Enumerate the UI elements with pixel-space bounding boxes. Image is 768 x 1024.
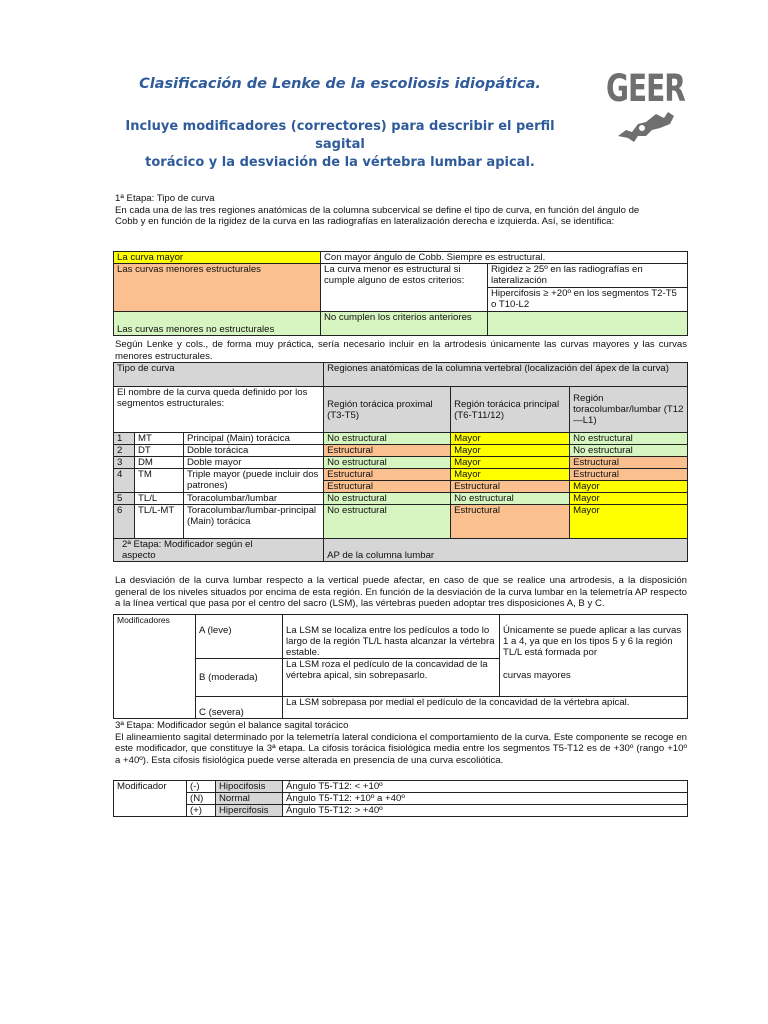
row-normal-sign: (N): [187, 793, 216, 805]
grade-c-desc: La LSM sobrepasa por medial el pedículo de la concavidad de la vértebra apical.: [283, 697, 688, 719]
row6-c2: Estructural: [451, 505, 570, 539]
row-hyper-name: Hipercifosis: [216, 805, 283, 817]
minor-struct-label: Las curvas menores estructurales: [114, 264, 321, 312]
row2-c3: No estructural: [570, 445, 688, 457]
row3-name: Doble mayor: [184, 457, 324, 469]
modifier-note-major: curvas mayores: [503, 670, 571, 681]
stage2-heading: [114, 539, 324, 562]
stage2-heading-2: aspecto: [122, 550, 156, 561]
grade-a-desc: La LSM se localiza entre los pedículos a todo lo largo de la región TL/L hasta alcanzar la vértebra estable.: [283, 615, 500, 659]
row4-c3b: Mayor: [570, 481, 688, 493]
row-hyper-sign: (+): [187, 805, 216, 817]
row-hypo-sign: (-): [187, 781, 216, 793]
header-region-toracolumbar: Región toracolumbar/lumbar (T12—L1): [570, 387, 688, 433]
row4-c1: Estructural: [324, 469, 451, 481]
stage1-intro-1: En cada una de las tres regiones anatómicas de la columna subcervical se define el tipo de curva, en función del ángulo de: [115, 204, 640, 216]
minor-nonstruct-empty: [488, 312, 688, 336]
row1-number: 1: [114, 433, 135, 445]
criterion-hyperkyphosis: Hipercifosis ≥ +20º en los segmentos T2-T5 o T10-L2: [488, 288, 688, 312]
logo-text: GEER: [606, 66, 685, 111]
subtitle-line-2: torácico y la desviación de la vértebra lumbar apical.: [145, 155, 535, 170]
row5-code: TL/L: [135, 493, 184, 505]
row4-code: TM: [135, 469, 184, 493]
header-defined: El nombre de la curva queda definido por los segmentos estructurales:: [114, 387, 324, 433]
document-subtitle: [110, 118, 570, 172]
stage3-heading: 3ª Etapa: Modificador según el balance sagital torácico: [115, 720, 349, 731]
curve-type-table: [113, 362, 688, 562]
sagital-modifier-table: [113, 780, 688, 817]
row1-name: Principal (Main) torácica: [184, 433, 324, 445]
row6-c3: Mayor: [570, 505, 688, 539]
row4-c1b: Estructural: [324, 481, 451, 493]
row3-c2: Mayor: [451, 457, 570, 469]
row3-c1: No estructural: [324, 457, 451, 469]
row3-number: 3: [114, 457, 135, 469]
sagital-modifier-label: Modificador: [114, 781, 187, 817]
modifiers-label: Modificadores: [114, 615, 196, 719]
criterion-rigidity: Rigidez ≥ 25º en las radiografías en lateralización: [488, 264, 688, 288]
stage1-table: [113, 251, 688, 336]
row5-c3: Mayor: [570, 493, 688, 505]
geer-logo: [606, 66, 685, 146]
row2-name: Doble torácica: [184, 445, 324, 457]
modifier-note-text: Únicamente se puede aplicar a las curvas 1 a 4, ya que en los tipos 5 y 6 la región TL/L está formada por: [503, 625, 682, 658]
major-label: La curva mayor: [114, 252, 321, 264]
row4-name: Triple mayor (puede incluir dos patrones): [184, 469, 324, 493]
row2-number: 2: [114, 445, 135, 457]
stage3-description: El alineamiento sagital determinado por la telemetría lateral condiciona el comportamiento de la curva. Este componente se recoge en este modificador, que constituye la 3ª etapa. La cifosis torácica fisiológica media entre los segmentos T5-T12 es de +30º (rango +10º a +40º). Esta cifosis fisiológica puede verse alterada en presencia de una curva escoliótica.: [115, 731, 687, 766]
subtitle-line-1: Incluye modificadores (correctores) para describir el perfil sagital: [125, 119, 555, 152]
grade-b-desc: La LSM roza el pedículo de la concavidad de la vértebra apical, sin sobrepasarlo.: [283, 659, 500, 697]
row-hypo-range: Ángulo T5-T12: < +10º: [283, 781, 688, 793]
row6-name: Toracolumbar/lumbar-principal (Main) torácica: [184, 505, 324, 539]
row5-c2: No estructural: [451, 493, 570, 505]
row5-name: Toracolumbar/lumbar: [184, 493, 324, 505]
stage1-note: [115, 339, 687, 362]
stage2-ap: AP de la columna lumbar: [324, 539, 688, 562]
row1-code: MT: [135, 433, 184, 445]
row1-c1: No estructural: [324, 433, 451, 445]
row1-c2: Mayor: [451, 433, 570, 445]
row4-number: 4: [114, 469, 135, 493]
row-normal-range: Ángulo T5-T12: +10º a +40º: [283, 793, 688, 805]
row-hyper-range: Ángulo T5-T12: > +40º: [283, 805, 688, 817]
row4-c2b: Estructural: [451, 481, 570, 493]
stage1-note-text: Según Lenke y cols., de forma muy práctica, sería necesario incluir en la artrodesis únicamente las curvas mayores y las curvas menores estructurales.: [115, 339, 687, 362]
row5-c1: No estructural: [324, 493, 451, 505]
grade-c: C (severa): [196, 697, 283, 719]
row2-code: DT: [135, 445, 184, 457]
row3-code: DM: [135, 457, 184, 469]
stage2-heading-1: 2ª Etapa: Modificador según el: [122, 539, 253, 550]
stage1-text: [115, 193, 687, 228]
row6-c1: No estructural: [324, 505, 451, 539]
row-hypo-name: Hipocifosis: [216, 781, 283, 793]
row6-number: 6: [114, 505, 135, 539]
row2-c2: Mayor: [451, 445, 570, 457]
header-tipo-curva: Tipo de curva: [114, 363, 324, 387]
header-region-principal: Región torácica principal (T6-T11/12): [451, 387, 570, 433]
header-region-proximal: Región torácica proximal (T3-T5): [324, 387, 451, 433]
row4-c3: Estructural: [570, 469, 688, 481]
modifier-note: [500, 615, 688, 697]
stage3-text: [115, 720, 687, 766]
stage1-heading: 1ª Etapa: Tipo de curva: [115, 193, 215, 204]
lumbar-modifier-table: [113, 614, 688, 719]
row1-c3: No estructural: [570, 433, 688, 445]
header-regions: Regiones anatómicas de la columna vertebral (localización del ápex de la curva): [324, 363, 688, 387]
stage1-intro-2: Cobb y en función de la rigidez de la curva en las radiografías en lateralización derecha e izquierda. Así, se identifica:: [115, 216, 615, 227]
row5-number: 5: [114, 493, 135, 505]
row6-code: TL/L-MT: [135, 505, 184, 539]
minor-nonstruct-desc: No cumplen los criterios anteriores: [321, 312, 488, 336]
row3-c3: Estructural: [570, 457, 688, 469]
row2-c1: Estructural: [324, 445, 451, 457]
minor-nonstruct-label: Las curvas menores no estructurales: [114, 312, 321, 336]
major-desc: Con mayor ángulo de Cobb. Siempre es estructural.: [321, 252, 688, 264]
row-normal-name: Normal: [216, 793, 283, 805]
minor-struct-desc: La curva menor es estructural si cumple alguno de estos criterios:: [321, 264, 488, 312]
logo-figure-icon: [612, 106, 682, 146]
document-title: Clasificación de Lenke de la escoliosis idiopática.: [139, 76, 541, 92]
stage2-description: La desviación de la curva lumbar respecto a la vertical puede afectar, en caso de que se realice una artrodesis, a la disposición general de los niveles situados por encima de esta región. En función de la desviación de la curva lumbar en la telemetría AP respecto a la línea vertical que pasa por el centro del sacro (LSM), las vértebras pueden adoptar tres disposiciones A, B y C.: [115, 575, 687, 609]
grade-b: B (moderada): [196, 659, 283, 697]
grade-a: A (leve): [196, 615, 283, 659]
stage2-text: [115, 575, 687, 610]
row4-c2: Mayor: [451, 469, 570, 481]
